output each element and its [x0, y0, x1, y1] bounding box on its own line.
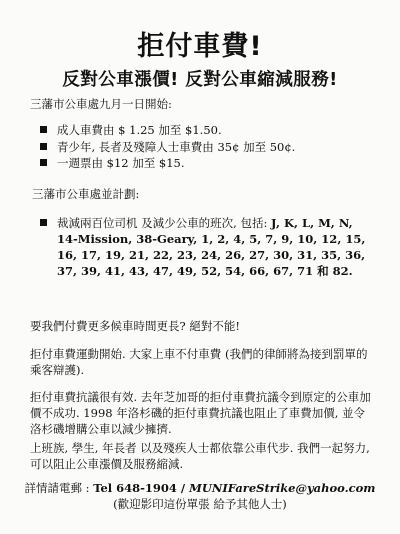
square-bullet-icon: [40, 159, 47, 166]
fare-changes-list: [40, 122, 370, 172]
copy-note: (歡迎影印這份單張 給予其他人士): [113, 497, 287, 511]
square-bullet-icon: [40, 143, 47, 150]
list-item: [40, 122, 370, 139]
intro-text: 三藩市公車處九月一日開始:: [30, 97, 172, 111]
square-bullet-icon: [40, 219, 47, 226]
contact-tel: Tel 648-1904 /: [93, 481, 190, 495]
list-item-text: 一週票由 $12 加至 $15.: [57, 156, 185, 170]
list-item: [40, 155, 370, 172]
list-item-text: 成人車費由 $ 1.25 加至 $1.50.: [57, 123, 222, 137]
service-cut-text: [57, 215, 370, 279]
unity-paragraph: 上班族, 學生, 年長者 以及殘疾人士都依靠公車代步. 我們一起努力, 可以阻止公車漲價及服務縮減.: [30, 441, 370, 471]
list-item: [40, 139, 370, 156]
contact-email[interactable]: MUNIFareStrike@yahoo.com: [189, 481, 376, 495]
plan-intro-text: 三藩市公車處並計劃:: [32, 187, 140, 201]
contact-label: 詳情請電郵 :: [24, 481, 94, 495]
contact-block: [0, 480, 400, 512]
list-item-text: 青少年, 長者及殘障人士車費由 35¢ 加至 50¢.: [57, 139, 296, 154]
service-cut-prefix: 裁減兩百位司机 及減少公車的班次, 包括:: [57, 216, 271, 230]
service-cut-item: [40, 215, 370, 279]
route-list: J, K, L, M, N, 14-Mission, 38-Geary, 1, 2, 4, 5, 7, 9, 10, 12, 15, 16, 17, 19, 21, 22, 23, 24, 26, 27, 30, 31, 35, 36, 37, 39, 41, 43, 47, 49, 52, 54, 66, 67, 71 和 82.: [57, 216, 366, 278]
contact-line: [0, 480, 400, 496]
history-paragraph: 拒付車費抗議很有效. 去年芝加哥的拒付車費抗議令到原定的公車加價不成功. 1998 年洛杉磯的拒付車費抗議也阻止了車費加價, 並令洛杉磯增購公車以減少擁擠.: [30, 390, 371, 436]
question-text: 要我們付費更多候車時間更長? 絕對不能!: [30, 319, 240, 333]
strike-paragraph: 拒付車費運動開始. 大家上車不付車費 (我們的律師將為接到罰單的乘客辯護).: [30, 347, 368, 377]
flyer-title: 拒付車費!: [137, 31, 263, 62]
flyer-subtitle: 反對公車漲價! 反對公車縮減服務!: [62, 70, 338, 90]
square-bullet-icon: [40, 126, 47, 133]
